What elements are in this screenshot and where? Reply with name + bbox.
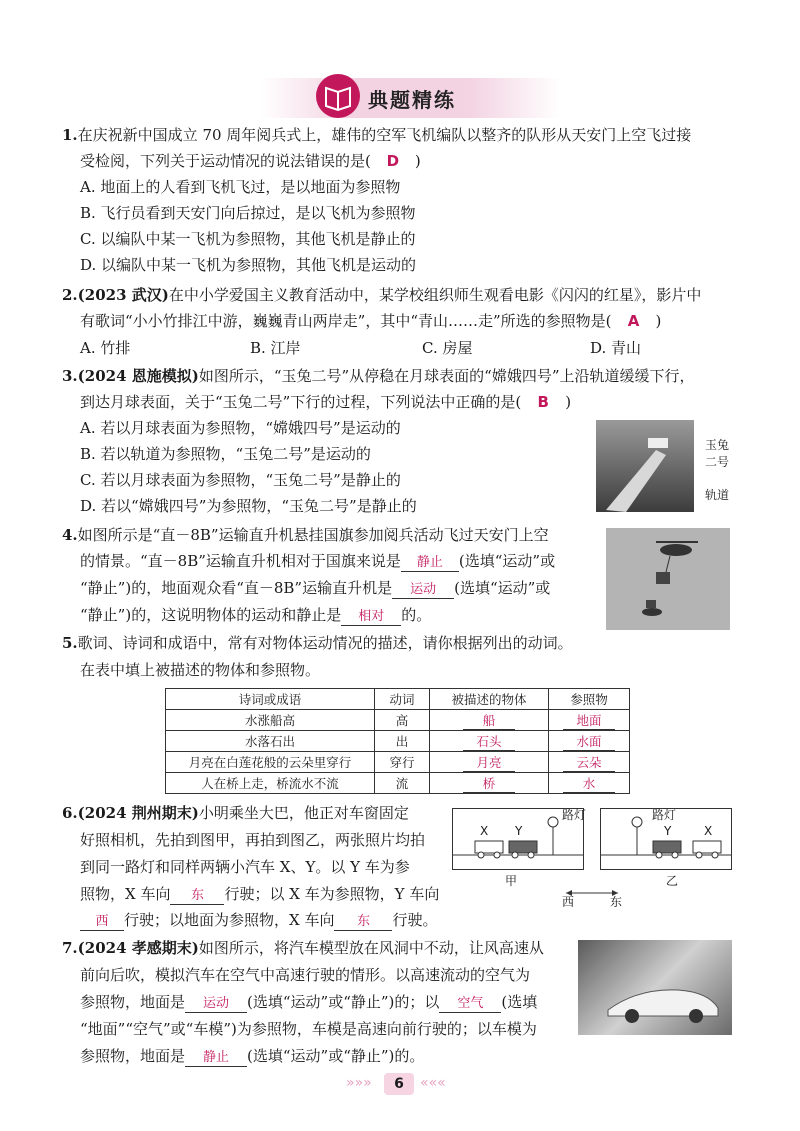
q5-line1 bbox=[62, 632, 573, 654]
q1-option-d: D. 以编队中某一飞机为参照物，其他飞机是运动的 bbox=[80, 256, 417, 274]
track-label: 轨道 bbox=[705, 488, 730, 502]
q1-number: 1. bbox=[62, 126, 78, 144]
q7-text3: 参照物，地面是 bbox=[80, 993, 186, 1011]
q3-answer: B bbox=[537, 393, 549, 411]
car-y-label-2: Y bbox=[664, 824, 672, 838]
q7-text5: 参照物，地面是 bbox=[80, 1047, 186, 1065]
q2-line1 bbox=[62, 284, 701, 306]
q5-number: 5. bbox=[62, 634, 78, 652]
table-cell bbox=[430, 710, 549, 731]
q2-close: ) bbox=[655, 312, 662, 330]
figure-jia-label: 甲 bbox=[505, 874, 518, 888]
table-header-row bbox=[166, 689, 630, 710]
q6-text5: 行驶；以地面为参照物，X 车向 bbox=[124, 911, 335, 929]
answer-blank: 船 bbox=[463, 711, 515, 730]
q6-text: 小明乘坐大巴，他正对车窗固定 bbox=[198, 804, 409, 822]
q4-text3b: (选填“运动”或 bbox=[454, 579, 551, 597]
table-cell bbox=[549, 773, 630, 794]
q7-line4: “地面”“空气”或“车模”)为参照物，车模是高速向前行驶的；以车模为 bbox=[80, 1020, 537, 1038]
table-cell: 人在桥上走，桥流水不流 bbox=[166, 773, 375, 794]
q7-text: 如图所示，将汽车模型放在风洞中不动，让风高速从 bbox=[198, 939, 544, 957]
q4-line4 bbox=[80, 604, 431, 626]
q2-number: 2. bbox=[62, 286, 78, 304]
q4-line2 bbox=[80, 550, 555, 572]
q2-option-b: B. 江岸 bbox=[250, 339, 301, 357]
q1-text: 在庆祝新中国成立 70 周年阅兵式上，雄伟的空军飞机编队以整齐的队形从天安门上空飞过接 bbox=[77, 126, 692, 144]
q3-number: 3. bbox=[62, 367, 78, 385]
q7-line2: 前向后吹，模拟汽车在空气中高速行驶的情形。以高速流动的空气为 bbox=[80, 966, 531, 984]
wind-tunnel-photo bbox=[578, 940, 732, 1035]
q5-line2: 在表中填上被描述的物体和参照物。 bbox=[80, 661, 321, 679]
q6-blank-1: 东 bbox=[170, 888, 224, 905]
q1-close: ) bbox=[414, 152, 421, 170]
answer-blank: 月亮 bbox=[463, 753, 515, 772]
q7-number: 7. bbox=[62, 939, 78, 957]
figure-yi-label: 乙 bbox=[666, 874, 679, 888]
answer-blank: 石头 bbox=[463, 732, 515, 751]
table-cell bbox=[430, 752, 549, 773]
q3-text2: 到达月球表面，关于“玉兔二号”下行的过程，下列说法中正确的是( bbox=[80, 393, 522, 411]
answer-blank: 地面 bbox=[563, 711, 615, 730]
q6-blank-3: 东 bbox=[334, 914, 392, 931]
car-x-label-2: X bbox=[704, 824, 713, 838]
q3-text: 如图所示，“玉兔二号”从停稳在月球表面的“嫦娥四号”上沿轨道缓缓下行， bbox=[198, 367, 695, 385]
answer-blank: 水面 bbox=[563, 732, 615, 751]
q4-text3: “静止”)的，地面观众看“直－8B”运输直升机是 bbox=[80, 579, 393, 597]
yutu-label-1: 玉兔 bbox=[705, 438, 730, 452]
q2-text: 在中小学爱国主义教育活动中，某学校组织师生观看电影《闪闪的红星》，影片中 bbox=[168, 286, 702, 304]
table-cell: 水涨船高 bbox=[166, 710, 375, 731]
table-cell bbox=[549, 731, 630, 752]
footer-chevrons-left-icon: »»» bbox=[346, 1075, 372, 1091]
q4-text2: 的情景。“直－8B”运输直升机相对于国旗来说是 bbox=[80, 552, 401, 570]
q3-option-c: C. 若以月球表面为参照物，“玉兔二号”是静止的 bbox=[80, 471, 401, 489]
q5-text: 歌词、诗词和成语中，常有对物体运动情况的描述，请你根据列出的动词。 bbox=[77, 634, 573, 652]
q5-table bbox=[165, 688, 630, 794]
q6-line4 bbox=[80, 883, 439, 905]
table-row bbox=[166, 752, 630, 773]
q6-line1 bbox=[62, 802, 409, 824]
east-label: 东 bbox=[610, 895, 623, 909]
table-header: 动词 bbox=[375, 689, 430, 710]
table-cell bbox=[430, 773, 549, 794]
yutu-label bbox=[705, 436, 729, 470]
q6-text4b: 行驶；以 X 车为参照物，Y 车向 bbox=[224, 885, 440, 903]
q6-tag: (2024 荆州期末) bbox=[77, 804, 199, 822]
q2-line2 bbox=[80, 310, 661, 332]
q7-blank-3: 静止 bbox=[185, 1050, 247, 1067]
answer-blank: 云朵 bbox=[563, 753, 615, 772]
q4-number: 4. bbox=[62, 526, 78, 544]
q3-line2 bbox=[80, 391, 571, 413]
section-title: 典题精练 bbox=[368, 88, 456, 112]
lamp-label-2: 路灯 bbox=[652, 808, 677, 822]
q4-text: 如图所示是“直－8B”运输直升机悬挂国旗参加阅兵活动飞过天安门上空 bbox=[77, 526, 549, 544]
q7-line1 bbox=[62, 937, 544, 959]
q4-line3 bbox=[80, 577, 550, 599]
answer-blank: 水 bbox=[563, 774, 615, 793]
car-y-label: Y bbox=[515, 824, 523, 838]
q7-line5 bbox=[80, 1045, 424, 1067]
q6-line5 bbox=[80, 909, 437, 931]
table-cell: 水落石出 bbox=[166, 731, 375, 752]
table-cell: 月亮在白莲花般的云朵里穿行 bbox=[166, 752, 375, 773]
table-cell: 流 bbox=[375, 773, 430, 794]
q2-option-a: A. 竹排 bbox=[80, 339, 131, 357]
q7-blank-2: 空气 bbox=[439, 996, 501, 1013]
q4-text2b: (选填“运动”或 bbox=[458, 552, 556, 570]
q1-line1 bbox=[62, 124, 691, 146]
car-x-label: X bbox=[480, 824, 489, 838]
table-cell bbox=[430, 731, 549, 752]
q7-blank-1: 运动 bbox=[185, 996, 247, 1013]
q7-text5b: (选填“运动”或“静止”)的。 bbox=[247, 1047, 425, 1065]
q4-blank-3: 相对 bbox=[341, 609, 401, 626]
q6-line3: 到同一路灯和同样两辆小汽车 X、Y。以 Y 车为参 bbox=[80, 858, 410, 876]
west-label: 西 bbox=[562, 895, 575, 909]
table-cell: 出 bbox=[375, 731, 430, 752]
lamp-label: 路灯 bbox=[562, 808, 587, 822]
q1-text2: 受检阅，下列关于运动情况的说法错误的是( bbox=[80, 152, 371, 170]
q6-blank-2: 西 bbox=[80, 914, 124, 931]
q4-text4b: 的。 bbox=[401, 606, 432, 624]
helicopter-photo bbox=[606, 528, 730, 630]
q1-option-a: A. 地面上的人看到飞机飞过，是以地面为参照物 bbox=[80, 178, 401, 196]
q3-option-d: D. 若以“嫦娥四号”为参照物，“玉兔二号”是静止的 bbox=[80, 497, 417, 515]
q3-option-a: A. 若以月球表面为参照物，“嫦娥四号”是运动的 bbox=[80, 419, 401, 437]
q1-answer: D bbox=[386, 152, 400, 170]
q3-tag: (2024 恩施模拟) bbox=[77, 367, 199, 385]
q2-answer: A bbox=[627, 312, 640, 330]
q7-tag: (2024 孝感期末) bbox=[77, 939, 199, 957]
q2-tag: (2023 武汉) bbox=[77, 286, 169, 304]
q1-option-b: B. 飞行员看到天安门向后掠过，是以飞机为参照物 bbox=[80, 204, 416, 222]
q2-text2: 有歌词“小小竹排江中游，巍巍青山两岸走”，其中“青山……走”所选的参照物是( bbox=[80, 312, 612, 330]
q4-blank-2: 运动 bbox=[392, 582, 454, 599]
page-number: 6 bbox=[384, 1073, 414, 1095]
answer-blank: 桥 bbox=[463, 774, 515, 793]
q6-text4: 照物，X 车向 bbox=[80, 885, 171, 903]
q4-text4: “静止”)的，这说明物体的运动和静止是 bbox=[80, 606, 342, 624]
q6-line2: 好照相机，先拍到图甲，再拍到图乙，两张照片均拍 bbox=[80, 831, 426, 849]
q6-text5b: 行驶。 bbox=[392, 911, 438, 929]
table-header: 参照物 bbox=[549, 689, 630, 710]
table-cell bbox=[549, 710, 630, 731]
q4-blank-1: 静止 bbox=[401, 555, 459, 572]
q7-text3b: (选填“运动”或“静止”)的；以 bbox=[247, 993, 440, 1011]
footer-chevrons-right-icon: ««« bbox=[420, 1075, 446, 1091]
q7-line3 bbox=[80, 991, 537, 1013]
table-cell bbox=[549, 752, 630, 773]
table-row bbox=[166, 731, 630, 752]
q4-line1 bbox=[62, 524, 549, 546]
q2-option-c: C. 房屋 bbox=[422, 339, 473, 357]
q1-option-c: C. 以编队中某一飞机为参照物，其他飞机是静止的 bbox=[80, 230, 416, 248]
q3-line1 bbox=[62, 365, 695, 387]
q2-option-d: D. 青山 bbox=[590, 339, 642, 357]
yutu-label-2: 二号 bbox=[705, 455, 730, 469]
yutu-photo bbox=[596, 420, 694, 512]
table-row bbox=[166, 710, 630, 731]
table-row bbox=[166, 773, 630, 794]
q7-text3c: (选填 bbox=[501, 993, 538, 1011]
table-cell: 高 bbox=[375, 710, 430, 731]
q3-option-b: B. 若以轨道为参照物，“玉兔二号”是运动的 bbox=[80, 445, 371, 463]
table-cell: 穿行 bbox=[375, 752, 430, 773]
q3-close: ) bbox=[565, 393, 572, 411]
table-header: 诗词或成语 bbox=[166, 689, 375, 710]
table-header: 被描述的物体 bbox=[430, 689, 549, 710]
q6-number: 6. bbox=[62, 804, 78, 822]
q1-line2 bbox=[80, 150, 421, 172]
book-icon bbox=[316, 74, 360, 118]
